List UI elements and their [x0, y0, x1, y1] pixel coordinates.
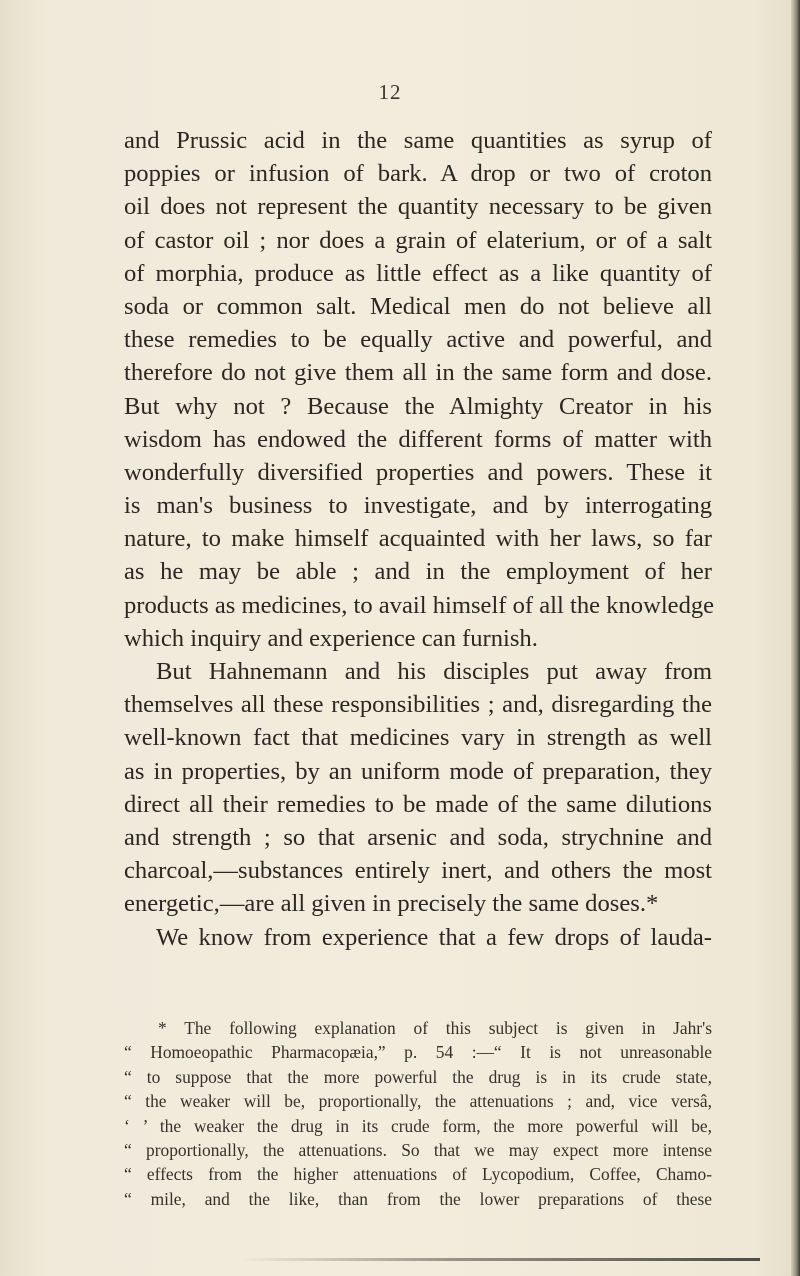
text-line: well-known fact that medicines vary in strength as well [124, 724, 712, 752]
text-line: themselves all these responsibilities ; and, disregarding the [124, 691, 712, 719]
text-line: energetic,—are all given in precisely the same doses.* [124, 890, 659, 918]
text-line: nature, to make himself acquainted with her laws, so far [124, 525, 712, 553]
footnote-line: “ mile, and the like, than from the lower preparations of these [124, 1188, 712, 1209]
text-line: as in properties, by an uniform mode of preparation, they [124, 757, 712, 785]
text-line: oil does not represent the quantity necessary to be given [124, 193, 712, 221]
footnote [124, 1016, 712, 1211]
text-line: wisdom has endowed the different forms of matter with [124, 425, 712, 453]
text-line: products as medicines, to avail himself of all the knowledge [124, 591, 715, 619]
footnote-line: “ proportionally, the attenuations. So that we may expect more intense [124, 1139, 712, 1160]
text-line: charcoal,—substances entirely inert, and others the most [124, 857, 712, 885]
text-line: poppies or infusion of bark. A drop or two of croton [124, 160, 712, 188]
text-line: these remedies to be equally active and powerful, and [124, 326, 712, 354]
text-line: and strength ; so that arsenic and soda, strychnine and [124, 823, 712, 851]
text-line: direct all their remedies to be made of the same dilutions [124, 790, 712, 818]
footnote-line: “ the weaker will be, proportionally, the attenuations ; and, vice versâ, [124, 1091, 712, 1112]
text-line: therefore do not give them all in the same form and dose. [124, 359, 712, 387]
footnote-line: “ Homoeopathic Pharmacopæia,” p. 54 :—“ It is not unreasonable [124, 1042, 712, 1063]
text-line: as he may be able ; and in the employment of her [124, 558, 712, 586]
page-edge-shadow [791, 0, 800, 1276]
text-line: which inquiry and experience can furnish. [124, 624, 538, 652]
text-line: of morphia, produce as little effect as a like quantity of [124, 259, 712, 287]
page-bottom-rule [240, 1258, 760, 1261]
footnote-line: ‘ ’ the weaker the drug in its crude form, the more powerful will be, [124, 1115, 712, 1136]
text-line: wonderfully diversified properties and powers. These it [124, 458, 712, 486]
page-number: 12 [378, 80, 402, 104]
footnote-line: “ to suppose that the more powerful the drug is in its crude state, [124, 1066, 712, 1087]
body-text [124, 124, 715, 954]
text-line: is man's business to investigate, and by interrogating [124, 492, 712, 520]
text-line: But why not ? Because the Almighty Creator in his [124, 392, 712, 420]
text-line: soda or common salt. Medical men do not believe all [124, 292, 712, 320]
text-line: of castor oil ; nor does a grain of elaterium, or of a salt [124, 226, 712, 254]
footnote-line: * The following explanation of this subject is given in Jahr's [158, 1018, 712, 1038]
text-line: But Hahnemann and his disciples put away from [156, 658, 712, 685]
text-line: We know from experience that a few drops of lauda- [156, 923, 712, 951]
text-line: and Prussic acid in the same quantities as syrup of [124, 127, 712, 154]
footnote-line: “ effects from the higher attenuations of Lycopodium, Coffee, Chamo- [124, 1164, 712, 1185]
